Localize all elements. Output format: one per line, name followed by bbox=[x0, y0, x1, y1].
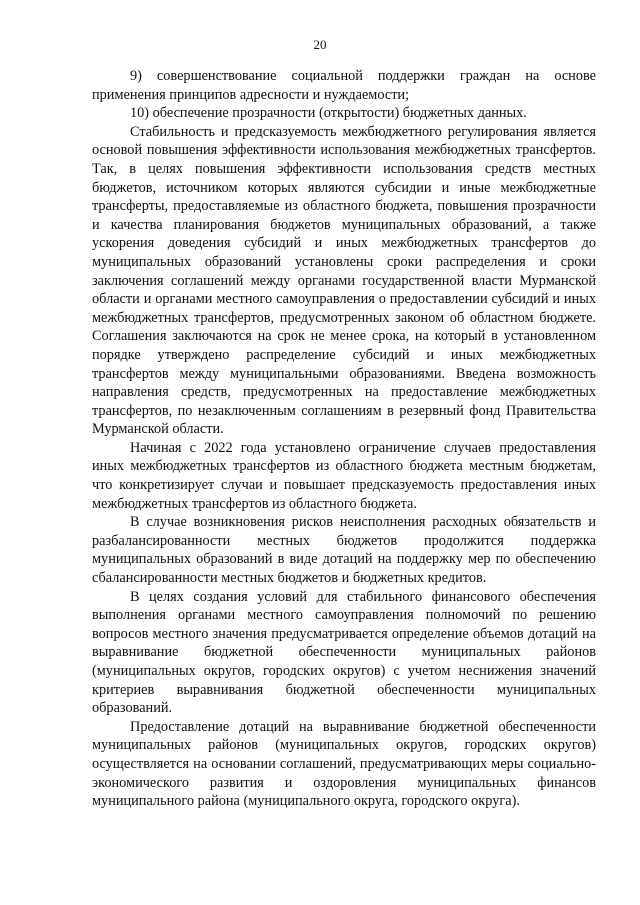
paragraph-2022-restriction: Начиная с 2022 года установлено ограничение случаев предоставления иных межбюджетных трансфертов из областного бюджета местным бюджетам, что конкретизирует случаи и повышает предсказуемость предоставления иных межбюджетных трансфертов из областного бюджета. bbox=[92, 439, 596, 512]
page-number: 20 bbox=[313, 37, 327, 52]
paragraph-agreements: Предоставление дотаций на выравнивание бюджетной обеспеченности муниципальных районов (муниципальных округов, городских округов) осуществляется на основании соглашений, предусматривающих меры социально-экономического развития и оздоровления муниципальных финансов муниципального района (муниципального округа, городского округа). bbox=[92, 718, 596, 810]
paragraph-item-10: 10) обеспечение прозрачности (открытости) бюджетных данных. bbox=[130, 105, 527, 122]
paragraph-risk-support: В случае возникновения рисков неисполнения расходных обязательств и разбалансированности местных бюджетов продолжится поддержка муниципальных образований в виде дотаций на поддержку мер по обеспечению сбалансированности местных бюджетов и бюджетных кредитов. bbox=[92, 514, 596, 587]
document-body bbox=[92, 67, 596, 811]
paragraph-stability: Стабильность и предсказуемость межбюджетного регулирования является основой повышения эффективности использования межбюджетных трансфертов. Так, в целях повышения эффективности использования средств местных бюджетов, источником которых являются субсидии и иные межбюджетные трансферты, предоставляемые из областного бюджета, повышения прозрачности и качества планирования бюджетов муниципальных образований, а также ускорения доведения субсидий и иных межбюджетных трансфертов до муниципальных образований установлены сроки распределения и сроки заключения соглашений между органами государственной власти Мурманской области и органами местного самоуправления о предоставлении субсидий и иных межбюджетных трансфертов, предусмотренных законом об областном бюджете. Соглашения заключаются на срок не менее срока, на который в установленном порядке утверждено распределение субсидий и иных межбюджетных трансфертов между муниципальными образованиями. Введена возможность направления средств, предусмотренных на предоставление межбюджетных трансфертов, по незаключенным соглашениям в резервный фонд Правительства Мурманской области. bbox=[92, 123, 596, 438]
paragraph-equalization-subsidies: В целях создания условий для стабильного финансового обеспечения выполнения органами местного самоуправления полномочий по решению вопросов местного значения предусматривается определение объемов дотаций на выравнивание бюджетной обеспеченности муниципальных районов (муниципальных округов, городских округов) с учетом неснижения значений критериев выравнивания бюджетной обеспеченности муниципальных образований. bbox=[92, 588, 596, 717]
paragraph-item-9: 9) совершенствование социальной поддержки граждан на основе применения принципов адресности и нуждаемости; bbox=[92, 68, 596, 103]
